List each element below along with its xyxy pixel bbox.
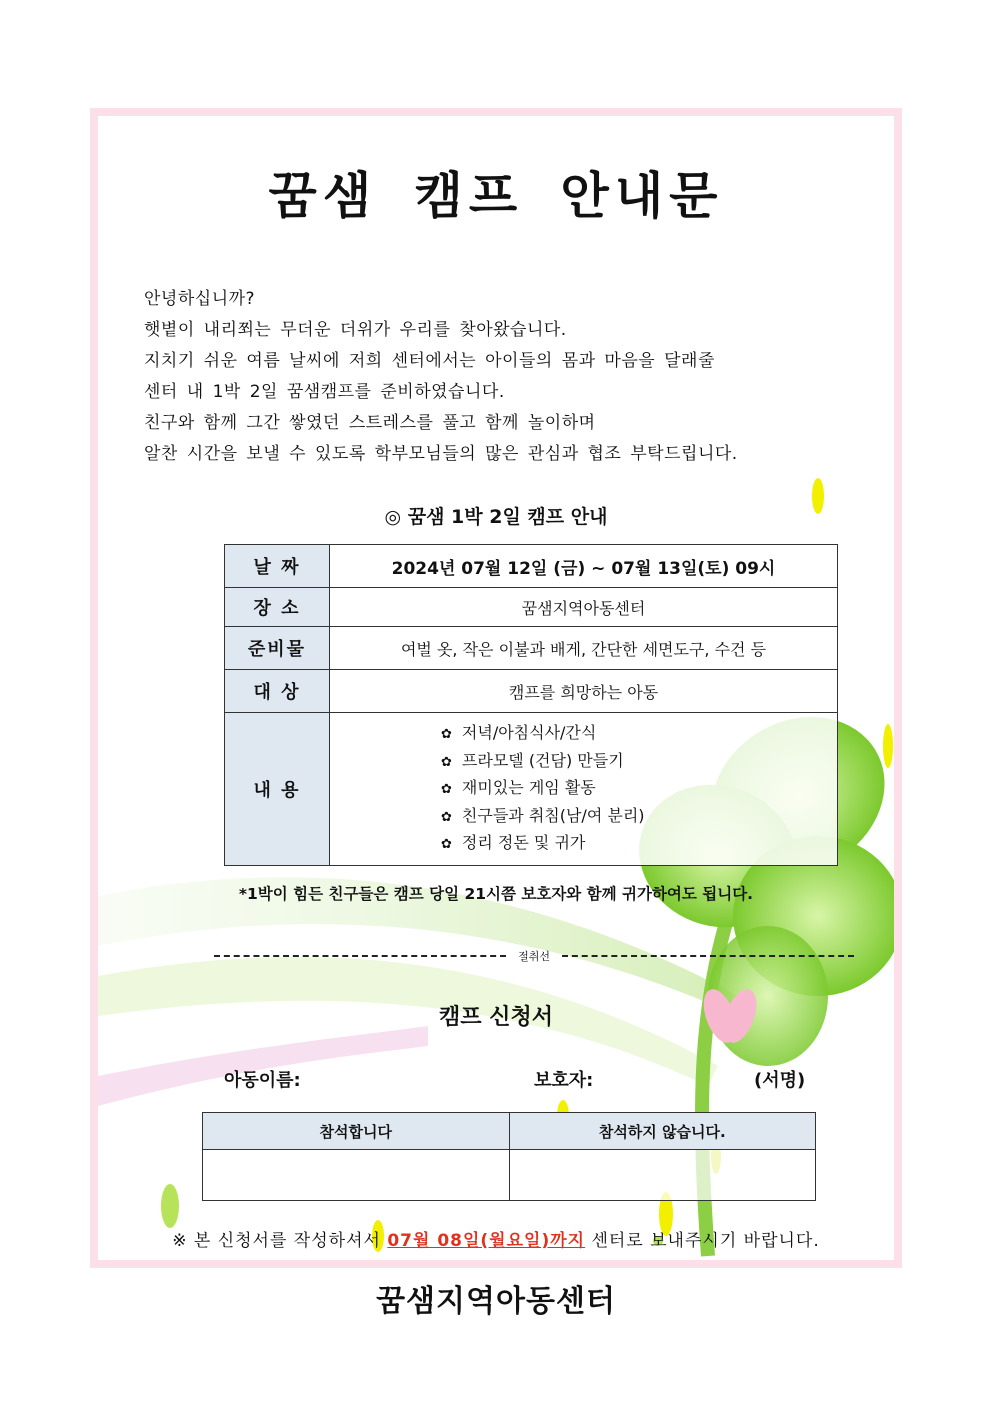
deadline-date: 07월 08일(월요일)까지 [387, 1231, 586, 1251]
page-title: 꿈샘 캠프 안내문 [268, 167, 724, 225]
attend-header: 참석합니다 [203, 1113, 510, 1150]
list-item-text: 재미있는 게임 활동 [461, 778, 596, 797]
cut-line [214, 946, 854, 966]
content-value [330, 713, 838, 866]
table-row [203, 1150, 816, 1201]
list-item [441, 720, 836, 748]
table-row [225, 588, 838, 627]
camp-info-heading: ◎ 꿈샘 1박 2일 캠프 안내 [384, 506, 608, 528]
intro-line: 센터 내 1박 2일 꿈샘캠프를 준비하였습니다. [144, 382, 505, 402]
table-row [225, 670, 838, 713]
child-name-label: 아동이름: [224, 1070, 301, 1091]
flower-bullet-icon: ✿ [441, 782, 452, 797]
items-value: 여벌 옷, 작은 이불과 배게, 간단한 세면도구, 수건 등 [330, 627, 838, 670]
table-row [225, 627, 838, 670]
place-value: 꿈샘지역아동센터 [330, 588, 838, 627]
list-item [441, 803, 836, 831]
deadline-prefix: ※ 본 신청서를 작성하셔서 [172, 1231, 388, 1251]
table-row [203, 1113, 816, 1150]
place-label: 장 소 [225, 588, 330, 627]
deadline-suffix: 센터로 보내주시기 바랍니다. [585, 1231, 820, 1251]
intro-line: 햇볕이 내리쬐는 무더운 더위가 우리를 찾아왔습니다. [144, 320, 567, 340]
flower-bullet-icon: ✿ [441, 809, 452, 825]
intro-paragraph [144, 284, 738, 470]
cut-dash-right [562, 955, 854, 957]
intro-line: 친구와 함께 그간 쌓였던 스트레스를 풀고 함께 놀이하며 [144, 413, 596, 433]
table-row [225, 713, 838, 866]
flower-bullet-icon: ✿ [441, 754, 452, 770]
flower-bullet-icon: ✿ [441, 727, 452, 742]
overnight-note: *1박이 힘든 친구들은 캠프 당일 21시쯤 보호자와 함께 귀가하여도 됩니다. [238, 885, 754, 903]
deadline-notice [98, 1226, 894, 1251]
list-item [441, 830, 836, 858]
list-item-text: 친구들과 취침(남/여 분리) [461, 805, 645, 825]
date-label: 날 짜 [225, 545, 330, 588]
list-item-text: 저녁/아침식사/간식 [461, 723, 597, 742]
attend-check-cell[interactable] [203, 1150, 510, 1201]
target-label: 대 상 [225, 670, 330, 713]
attendance-table [202, 1112, 816, 1201]
content-label: 내 용 [225, 713, 330, 866]
cut-dash-left [214, 955, 506, 957]
intro-line: 안녕하십니까? [144, 289, 256, 309]
list-item [441, 748, 836, 776]
table-row [225, 545, 838, 588]
document-frame [90, 108, 902, 1268]
intro-line: 지치기 쉬운 여름 날씨에 저희 센터에서는 아이들의 몸과 마음을 달래줄 [144, 351, 715, 371]
signature-label: (서명) [754, 1070, 806, 1091]
list-item-text: 프라모델 (건담) 만들기 [461, 750, 624, 770]
not-attend-header: 참석하지 않습니다. [509, 1113, 816, 1150]
cut-line-label: 절취선 [518, 950, 550, 963]
date-value: 2024년 07월 12일 (금) ~ 07월 13일(토) 09시 [330, 545, 838, 588]
notice-content [98, 116, 894, 1260]
target-value: 캠프를 희망하는 아동 [330, 670, 838, 713]
list-item-text: 정리 정돈 및 귀가 [461, 833, 586, 852]
content-list [331, 714, 836, 864]
application-title: 캠프 신청서 [439, 1005, 553, 1030]
not-attend-check-cell[interactable] [509, 1150, 816, 1201]
center-name-footer: 꿈샘지역아동센터 [376, 1284, 616, 1319]
flower-bullet-icon: ✿ [441, 837, 452, 852]
camp-info-table [224, 544, 838, 866]
intro-line: 알찬 시간을 보낼 수 있도록 학부모님들의 많은 관심과 협조 부탁드립니다. [144, 444, 738, 464]
items-label: 준비물 [225, 627, 330, 670]
list-item [441, 775, 836, 803]
guardian-label: 보호자: [534, 1070, 594, 1091]
